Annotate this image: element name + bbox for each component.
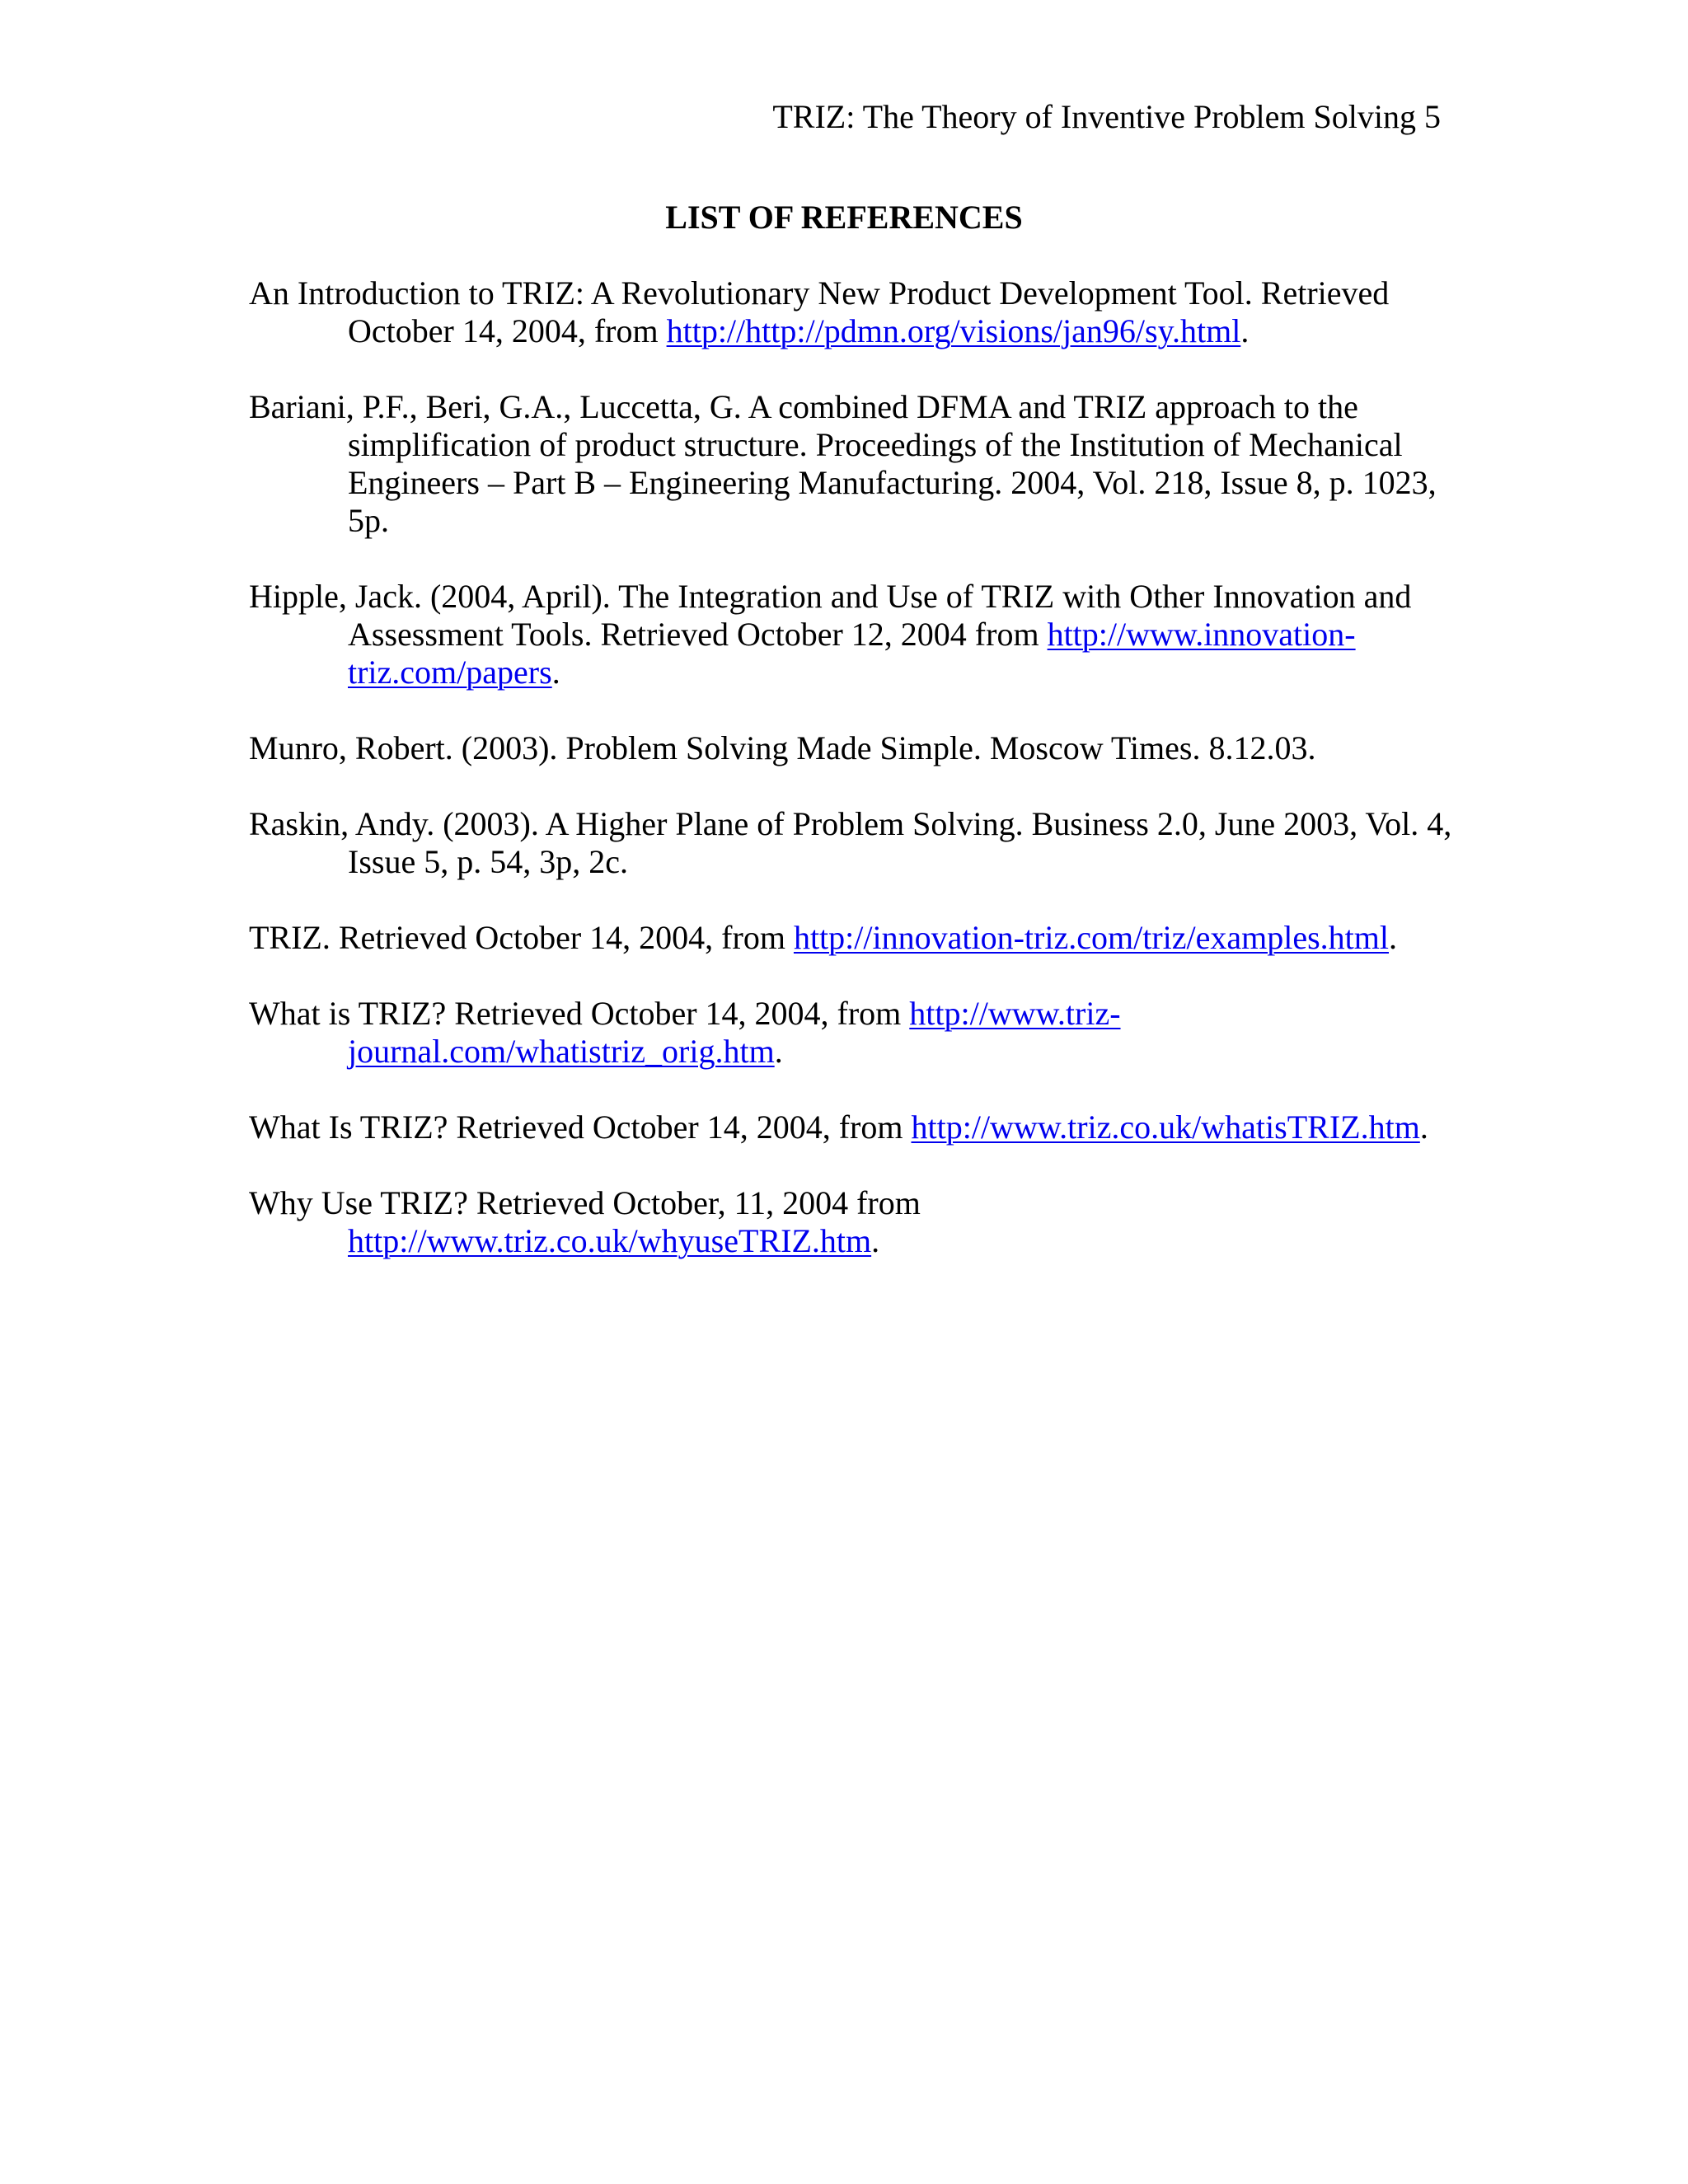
reference-punctuation: .	[551, 654, 560, 691]
reference-text: TRIZ. Retrieved October 14, 2004, from	[249, 919, 794, 956]
reference-text: What Is TRIZ? Retrieved October 14, 2004, from	[249, 1108, 912, 1146]
page-title: LIST OF REFERENCES	[665, 199, 1023, 236]
reference-text: Why Use TRIZ? Retrieved October, 11, 2004 from	[249, 1184, 921, 1221]
reference-text: Raskin, Andy. (2003). A Higher Plane of Problem Solving. Business 2.0, June 2003, Vol. 4, Issue 5, p. 54, 3p, 2c.	[249, 805, 1452, 880]
reference-link[interactable]: http://www.triz.co.uk/whatisTRIZ.htm	[911, 1108, 1420, 1146]
reference-list	[249, 274, 1452, 1298]
reference-link[interactable]: http://www.triz-journal.com/whatistriz_orig.htm	[348, 995, 1121, 1070]
reference-item	[249, 729, 1452, 767]
reference-item	[249, 1184, 1452, 1260]
reference-punctuation: .	[1240, 312, 1250, 349]
reference-punctuation: .	[1419, 1108, 1428, 1146]
reference-text: Munro, Robert. (2003). Problem Solving Made Simple. Moscow Times. 8.12.03.	[249, 729, 1316, 766]
reference-item	[249, 388, 1452, 540]
reference-item	[249, 919, 1452, 957]
reference-punctuation: .	[871, 1222, 880, 1259]
reference-punctuation: .	[774, 1033, 783, 1070]
running-head: TRIZ: The Theory of Inventive Problem Solving 5	[772, 98, 1441, 135]
reference-item	[249, 1108, 1452, 1146]
reference-text: What is TRIZ? Retrieved October 14, 2004, from	[249, 995, 910, 1032]
reference-link[interactable]: http://www.triz.co.uk/whyuseTRIZ.htm	[348, 1222, 872, 1259]
reference-text: An Introduction to TRIZ: A Revolutionary New Product Development Tool. Retrieved October 14, 2004, from	[249, 274, 1390, 349]
reference-item	[249, 578, 1452, 691]
reference-link[interactable]: http://http://pdmn.org/visions/jan96/sy.html	[666, 312, 1241, 349]
reference-link[interactable]: http://innovation-triz.com/triz/examples.html	[793, 919, 1390, 956]
reference-item	[249, 274, 1452, 350]
reference-item	[249, 995, 1452, 1071]
reference-link[interactable]: http://www.innovation-triz.com/papers	[348, 616, 1356, 691]
reference-item	[249, 805, 1452, 881]
reference-punctuation: .	[1389, 919, 1398, 956]
reference-text: Hipple, Jack. (2004, April). The Integration and Use of TRIZ with Other Innovation and Assessment Tools. Retrieved October 12, 2004 from	[249, 578, 1412, 653]
reference-text: Bariani, P.F., Beri, G.A., Luccetta, G. A combined DFMA and TRIZ approach to the simplification of product structure. Proceedings of the Institution of Mechanical Engineers – Part B – Engineering Manufacturing. 2004, Vol. 218, Issue 8, p. 1023, 5p.	[249, 388, 1437, 539]
